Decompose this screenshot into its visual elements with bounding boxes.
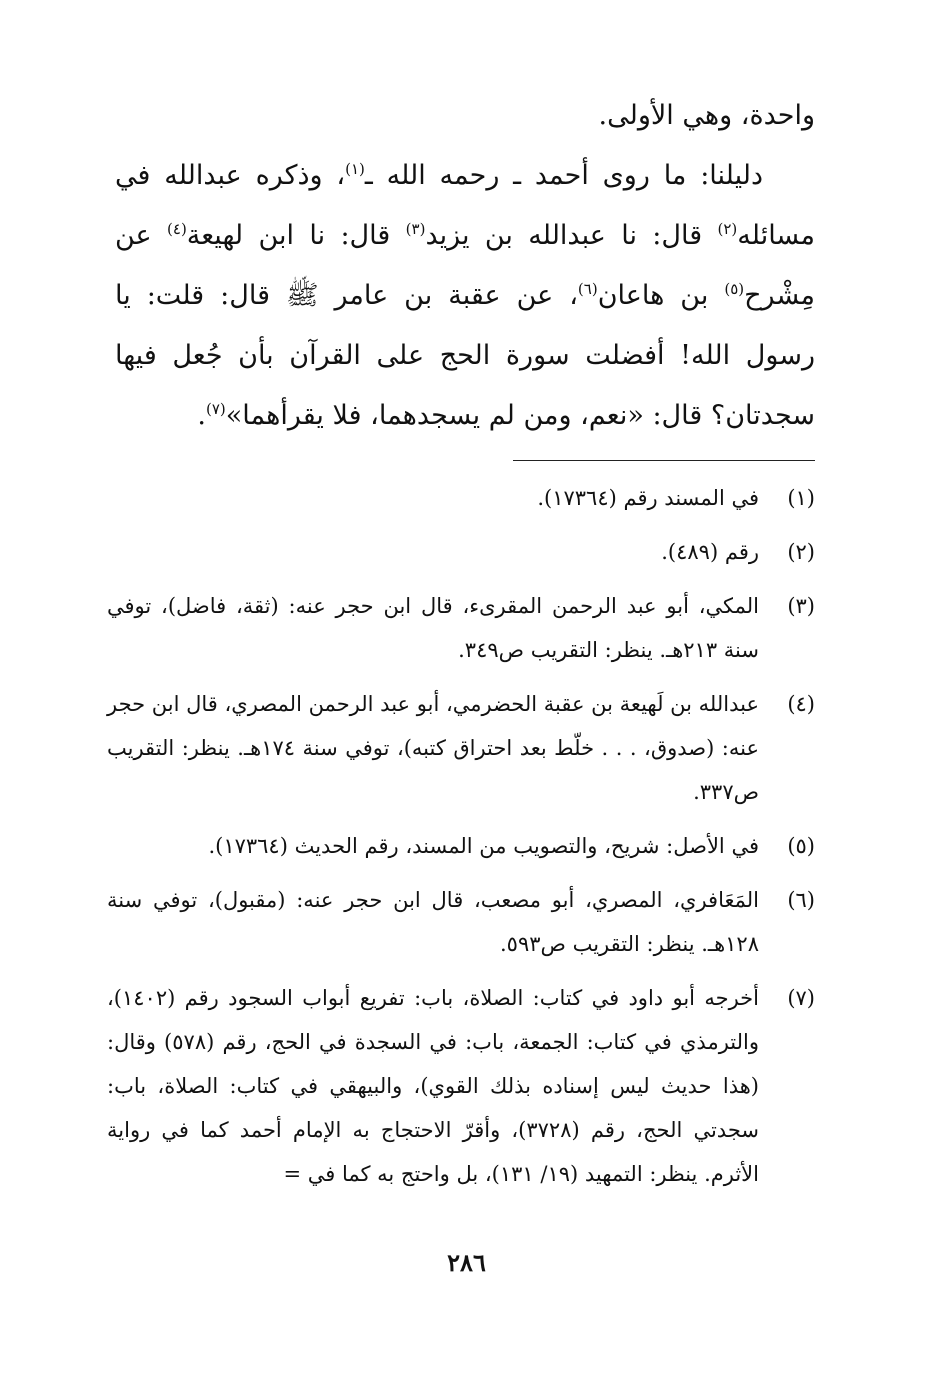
text-segment: بن هاعان	[597, 280, 725, 311]
footnote-number: (٦)	[787, 888, 815, 912]
footnote-separator	[513, 460, 815, 461]
page-number: ٢٨٦	[447, 1248, 486, 1277]
footnote-number: (٤)	[787, 692, 815, 716]
text-segment: دليلنا: ما روى أحمد ـ رحمه الله ـ	[364, 160, 763, 191]
footnotes-section	[107, 476, 815, 1206]
footnote-number: (٢)	[787, 540, 815, 564]
footnote-ref-1[interactable]: (١)	[345, 160, 365, 178]
footnote-number: (٧)	[787, 986, 815, 1010]
text-segment: قال: نا ابن لهيعة	[186, 220, 406, 251]
footnote-text: أخرجه أبو داود في كتاب: الصلاة، باب: تفريع أبواب السجود رقم (١٤٠٢)، والترمذي في كتاب: الجمعة، باب: في السجدة في الحج، رقم (٥٧٨) وقال: (هذا حديث ليس إسناده بذلك القوي)، والبيهقي في كتاب: الصلاة، باب: سجدتي الحج، رقم (٣٧٢٨)، وأقرّ الاحتجاج به الإمام أحمد كما في رواية الأثرم. ينظر: التمهيد (١٩/ ١٣١)، بل واحتج به كما في =	[107, 986, 760, 1186]
footnote-ref-2[interactable]: (٢)	[717, 220, 738, 238]
footnote-7	[107, 976, 815, 1196]
text-segment: قال: نا عبدالله بن يزيد	[425, 220, 718, 251]
text-segment: ، وذكره عبدالله في مسائله	[115, 160, 815, 251]
footnote-number: (١)	[787, 486, 815, 510]
footnote-text: في الأصل: شريح، والتصويب من المسند، رقم الحديث (١٧٣٦٤).	[208, 834, 759, 858]
footnote-5	[107, 824, 815, 868]
footnote-ref-4[interactable]: (٤)	[167, 220, 187, 238]
footnote-ref-7[interactable]: (٧)	[206, 400, 226, 418]
footnote-1	[107, 476, 815, 520]
footnote-ref-6[interactable]: (٦)	[577, 280, 598, 298]
text-segment: .	[197, 400, 206, 431]
footnote-text: في المسند رقم (١٧٣٦٤).	[537, 486, 759, 510]
footnote-6	[107, 878, 815, 966]
footnote-4	[107, 682, 815, 814]
footnote-number: (٣)	[787, 594, 815, 618]
main-text	[115, 86, 815, 446]
main-line-1: واحدة، وهي الأولى.	[598, 100, 815, 131]
footnote-ref-3[interactable]: (٣)	[405, 220, 426, 238]
footnote-ref-5[interactable]: (٥)	[724, 280, 745, 298]
footnote-2	[107, 530, 815, 574]
main-paragraph-2	[115, 146, 815, 446]
footnote-text: المكي، أبو عبد الرحمن المقرىء، قال ابن حجر عنه: (ثقة، فاضل)، توفي سنة ٢١٣هـ. ينظر: التقريب ص٣٤٩.	[107, 594, 759, 662]
footnote-3	[107, 584, 815, 672]
footnote-number: (٥)	[787, 834, 815, 858]
text-segment: ، عن عقبة بن عامر ﷺ قال: قلت: يا رسول الله! أفضلت سورة الحج على القرآن بأن جُعل فيها سجدتان؟ قال: «نعم، ومن لم يسجدهما، فلا يقرأهما»	[115, 280, 815, 431]
footnote-text: المَعَافري، المصري، أبو مصعب، قال ابن حجر عنه: (مقبول)، توفي سنة ١٢٨هـ. ينظر: التقريب ص٥٩٣.	[107, 888, 759, 956]
footnote-text: عبدالله بن لَهيعة بن عقبة الحضرمي، أبو عبد الرحمن المصري، قال ابن حجر عنه: (صدوق، . . . خلّط بعد احتراق كتبه)، توفي سنة ١٧٤هـ. ينظر: التقريب ص٣٣٧.	[107, 692, 759, 804]
text-segment: عن مِشْرح	[115, 220, 815, 311]
footnote-text: رقم (٤٨٩).	[661, 540, 759, 564]
